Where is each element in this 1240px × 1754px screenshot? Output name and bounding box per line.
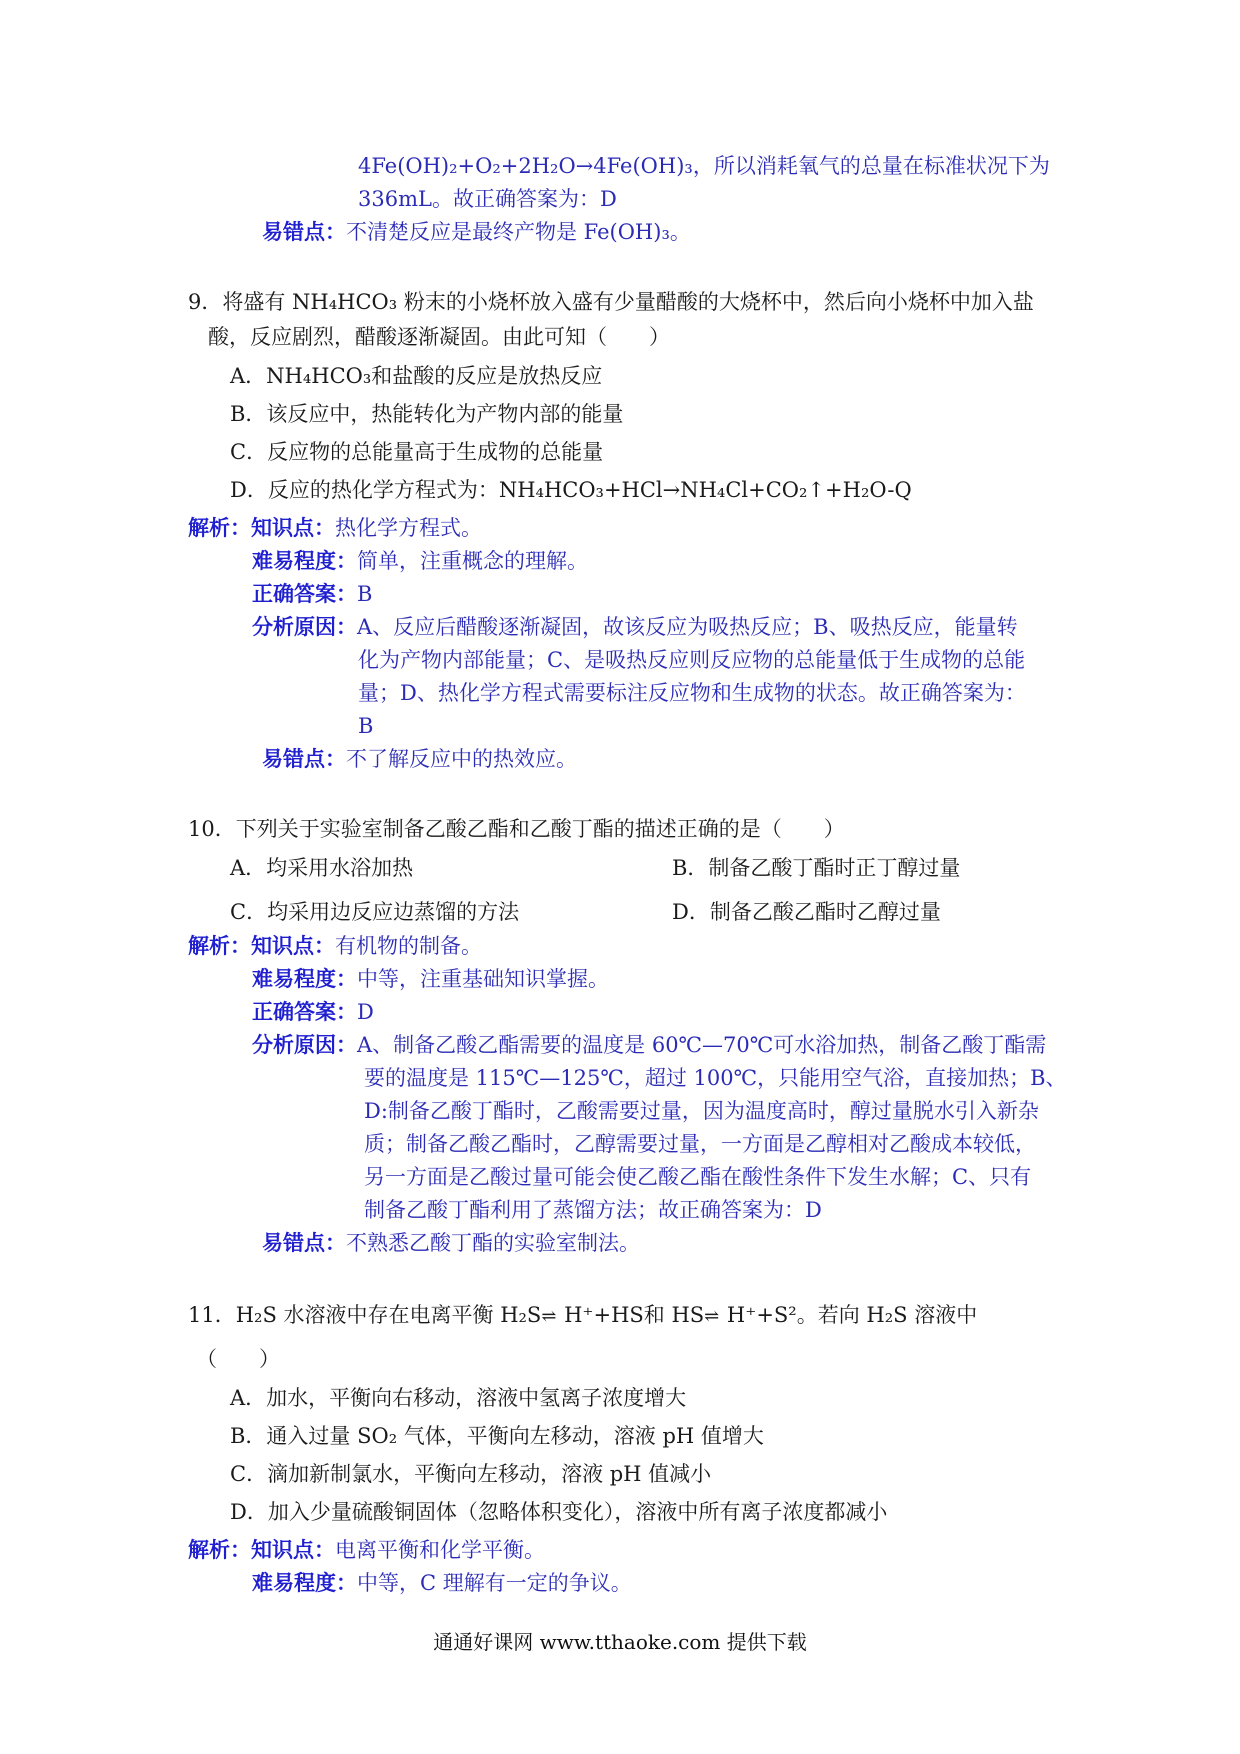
q10-reason-line: 另一方面是乙酸过量可能会使乙酸乙酯在酸性条件下发生水解；C、只有 <box>364 1165 1032 1189</box>
reason-label: 分析原因： <box>252 614 357 639</box>
answer-text: D <box>357 1000 374 1024</box>
q9-stem: 9．将盛有 NH₄HCO₃ 粉末的小烧杯放入盛有少量醋酸的大烧杯中，然后向小烧杯中加入盐 <box>188 290 1034 314</box>
q9-difficulty <box>252 547 588 575</box>
q10-reason-line: D:制备乙酸丁酯时，乙酸需要过量，因为温度高时，醇过量脱水引入新杂 <box>364 1099 1039 1123</box>
q10-option-a: A．均采用水浴加热 <box>230 856 414 880</box>
q11-stem-part: H⁺+HS和 HS <box>557 1303 705 1327</box>
q10-option-c: C．均采用边反应边蒸馏的方法 <box>230 900 520 924</box>
mistake-text: 不清楚反应是最终产物是 Fe(OH)₃。 <box>346 220 691 244</box>
kp-text: 电离平衡和化学平衡。 <box>335 1538 545 1562</box>
q10-reason <box>252 1031 1046 1059</box>
prev-mistake <box>262 218 691 246</box>
q9-option-c: C．反应物的总能量高于生成物的总能量 <box>230 440 604 464</box>
kp-label: 知识点： <box>251 933 335 958</box>
q11-option-a: A．加水，平衡向右移动，溶液中氢离子浓度增大 <box>230 1386 687 1410</box>
equilibrium-arrow-icon: ⇌ <box>704 1306 721 1327</box>
q10-reason-line: 要的温度是 115℃—125℃，超过 100℃，只能用空气浴，直接加热；B、 <box>364 1066 1067 1090</box>
reason-label: 分析原因： <box>252 1032 357 1057</box>
reason-text: A、反应后醋酸逐渐凝固，故该反应为吸热反应；B、吸热反应，能量转 <box>357 615 1018 639</box>
q11-option-d: D．加入少量硫酸铜固体（忽略体积变化），溶液中所有离子浓度都减小 <box>230 1500 888 1524</box>
q10-option-b: B．制备乙酸丁酯时正丁醇过量 <box>672 856 961 880</box>
q10-difficulty <box>252 965 609 993</box>
difficulty-text: 中等，C 理解有一定的争议。 <box>357 1571 632 1595</box>
difficulty-label: 难易程度： <box>252 966 357 991</box>
mistake-text: 不熟悉乙酸丁酯的实验室制法。 <box>346 1231 640 1255</box>
equilibrium-arrow-icon: ⇌ <box>541 1306 558 1327</box>
q9-reason-line: 化为产物内部能量；C、是吸热反应则反应物的总能量低于生成物的总能 <box>358 648 1026 672</box>
q9-answer <box>252 580 372 608</box>
difficulty-text: 简单，注重概念的理解。 <box>357 549 588 573</box>
q9-option-b: B．该反应中，热能转化为产物内部的能量 <box>230 402 624 426</box>
kp-text: 有机物的制备。 <box>335 934 482 958</box>
q9-option-d: D．反应的热化学方程式为：NH₄HCO₃+HCl→NH₄Cl+CO₂↑+H₂O-Q <box>230 478 912 502</box>
q11-option-c: C．滴加新制氯水，平衡向左移动，溶液 pH 值减小 <box>230 1462 712 1486</box>
mistake-label: 易错点： <box>262 219 346 244</box>
kp-label: 知识点： <box>251 515 335 540</box>
q9-stem: 酸，反应剧烈，醋酸逐渐凝固。由此可知（ ） <box>208 325 670 349</box>
q11-analysis-kp <box>188 1536 545 1564</box>
q9-reason <box>252 613 1018 641</box>
answer-text: B <box>357 582 373 606</box>
reason-text: A、制备乙酸乙酯需要的温度是 60℃—70℃可水浴加热，制备乙酸丁酯需 <box>357 1033 1047 1057</box>
prev-analysis-line: 336mL。故正确答案为：D <box>358 187 617 211</box>
q11-stem-part: 11．H₂S 水溶液中存在电离平衡 H₂S <box>188 1303 542 1327</box>
difficulty-text: 中等，注重基础知识掌握。 <box>357 967 609 991</box>
q10-reason-line: 制备乙酸丁酯利用了蒸馏方法；故正确答案为：D <box>364 1198 822 1222</box>
q11-difficulty <box>252 1569 632 1597</box>
q10-answer <box>252 998 374 1026</box>
answer-label: 正确答案： <box>252 999 357 1024</box>
prev-analysis-line: 4Fe(OH)₂+O₂+2H₂O→4Fe(OH)₃，所以消耗氧气的总量在标准状况下为 <box>358 154 1050 178</box>
analysis-label: 解析： <box>188 515 251 540</box>
q10-option-d: D．制备乙酸乙酯时乙醇过量 <box>672 900 941 924</box>
difficulty-label: 难易程度： <box>252 1570 357 1595</box>
q10-mistake <box>262 1229 640 1257</box>
q9-analysis-kp <box>188 514 482 542</box>
q9-option-a: A．NH₄HCO₃和盐酸的反应是放热反应 <box>230 364 603 388</box>
mistake-label: 易错点： <box>262 746 346 771</box>
q9-mistake <box>262 745 577 773</box>
q11-stem <box>188 1301 977 1331</box>
q10-stem: 10．下列关于实验室制备乙酸乙酯和乙酸丁酯的描述正确的是（ ） <box>188 817 845 841</box>
q11-option-b: B．通入过量 SO₂ 气体，平衡向左移动，溶液 pH 值增大 <box>230 1424 764 1448</box>
q10-analysis-kp <box>188 932 482 960</box>
page-footer: 通通好课网 www.tthaoke.com 提供下载 <box>433 1630 807 1654</box>
q11-stem-part: H⁺+S²。若向 H₂S 溶液中 <box>720 1303 978 1327</box>
q9-reason-line: B <box>358 714 374 738</box>
q10-reason-line: 质；制备乙酸乙酯时，乙醇需要过量，一方面是乙醇相对乙酸成本较低， <box>364 1132 1036 1156</box>
analysis-label: 解析： <box>188 1537 251 1562</box>
kp-text: 热化学方程式。 <box>335 516 482 540</box>
analysis-label: 解析： <box>188 933 251 958</box>
difficulty-label: 难易程度： <box>252 548 357 573</box>
mistake-text: 不了解反应中的热效应。 <box>346 747 577 771</box>
q11-stem: （ ） <box>196 1347 280 1371</box>
kp-label: 知识点： <box>251 1537 335 1562</box>
answer-label: 正确答案： <box>252 581 357 606</box>
mistake-label: 易错点： <box>262 1230 346 1255</box>
q9-reason-line: 量；D、热化学方程式需要标注反应物和生成物的状态。故正确答案为： <box>358 681 1026 705</box>
